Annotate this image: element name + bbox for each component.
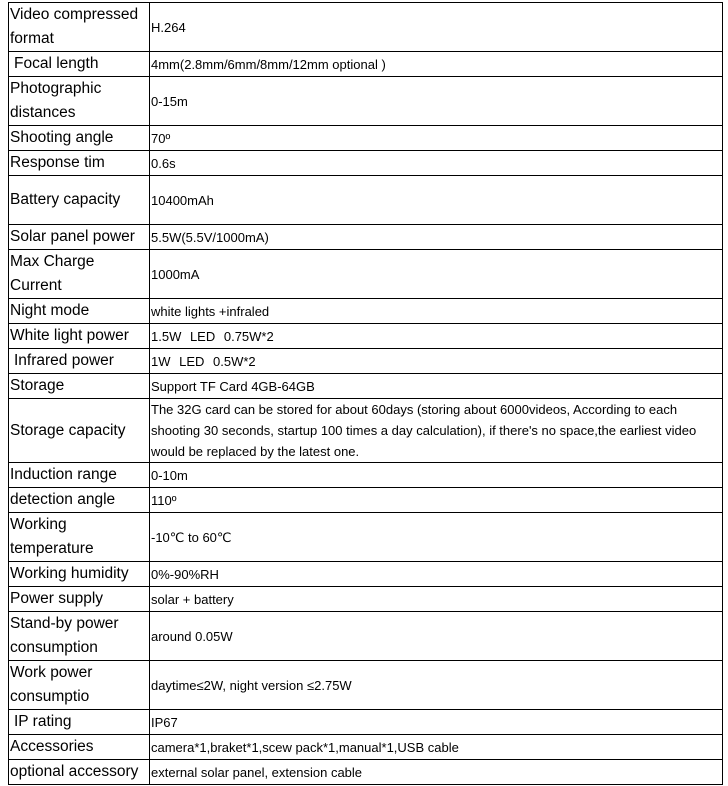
- row-label-battery-capacity: Battery capacity: [9, 176, 150, 225]
- table-row: [9, 126, 723, 151]
- row-label-shooting-angle: Shooting angle: [9, 126, 150, 151]
- row-value-storage: Support TF Card 4GB-64GB: [150, 374, 723, 399]
- table-row: [9, 710, 723, 735]
- table-row: [9, 513, 723, 562]
- table-row: [9, 299, 723, 324]
- table-row: [9, 661, 723, 710]
- row-value-infrared-power: 1W LED 0.5W*2: [150, 349, 723, 374]
- table-row: [9, 374, 723, 399]
- table-row: [9, 225, 723, 250]
- row-label-night-mode: Night mode: [9, 299, 150, 324]
- row-label-working-temperature: Working temperature: [9, 513, 150, 562]
- row-value-night-mode: white lights +infraled: [150, 299, 723, 324]
- table-row: [9, 612, 723, 661]
- row-value-storage-capacity: The 32G card can be stored for about 60days (storing about 6000videos, According to each shooting 30 seconds, startup 100 times a day calculation), if there's no space,the earliest video would be replaced by the latest one.: [150, 399, 723, 463]
- row-label-storage-capacity: Storage capacity: [9, 399, 150, 463]
- table-row: [9, 760, 723, 785]
- table-row: [9, 250, 723, 299]
- row-label-storage: Storage: [9, 374, 150, 399]
- row-value-work-power: daytime≤2W, night version ≤2.75W: [150, 661, 723, 710]
- row-label-optional-accessory: optional accessory: [9, 760, 150, 785]
- row-value-working-humidity: 0%-90%RH: [150, 562, 723, 587]
- table-row: [9, 3, 723, 52]
- row-value-white-light-power: 1.5W LED 0.75W*2: [150, 324, 723, 349]
- table-row: [9, 399, 723, 463]
- row-value-accessories: camera*1,braket*1,scew pack*1,manual*1,USB cable: [150, 735, 723, 760]
- row-label-photographic-distances: Photographic distances: [9, 77, 150, 126]
- row-label-work-power: Work power consumptio: [9, 661, 150, 710]
- row-value-response-time: 0.6s: [150, 151, 723, 176]
- row-label-infrared-power: Infrared power: [9, 349, 150, 374]
- table-row: [9, 324, 723, 349]
- table-row: [9, 151, 723, 176]
- row-label-response-time: Response tim: [9, 151, 150, 176]
- table-row: [9, 176, 723, 225]
- row-value-optional-accessory: external solar panel, extension cable: [150, 760, 723, 785]
- row-label-detection-angle: detection angle: [9, 488, 150, 513]
- row-label-white-light-power: White light power: [9, 324, 150, 349]
- row-value-ip-rating: IP67: [150, 710, 723, 735]
- table-row: [9, 77, 723, 126]
- table-row: [9, 52, 723, 77]
- row-label-focal-length: Focal length: [9, 52, 150, 77]
- table-row: [9, 349, 723, 374]
- row-label-working-humidity: Working humidity: [9, 562, 150, 587]
- row-label-solar-panel-power: Solar panel power: [9, 225, 150, 250]
- row-value-video-format: H.264: [150, 3, 723, 52]
- row-value-battery-capacity: 10400mAh: [150, 176, 723, 225]
- table-row: [9, 562, 723, 587]
- row-value-max-charge-current: 1000mA: [150, 250, 723, 299]
- table-row: [9, 735, 723, 760]
- row-label-max-charge-current: Max Charge Current: [9, 250, 150, 299]
- row-value-shooting-angle: 70º: [150, 126, 723, 151]
- row-label-standby-power: Stand-by power consumption: [9, 612, 150, 661]
- row-label-induction-range: Induction range: [9, 463, 150, 488]
- row-value-photographic-distances: 0-15m: [150, 77, 723, 126]
- table-row: [9, 587, 723, 612]
- row-value-power-supply: solar + battery: [150, 587, 723, 612]
- row-value-standby-power: around 0.05W: [150, 612, 723, 661]
- table-row: [9, 488, 723, 513]
- row-label-accessories: Accessories: [9, 735, 150, 760]
- row-value-induction-range: 0-10m: [150, 463, 723, 488]
- row-value-working-temperature: -10℃ to 60℃: [150, 513, 723, 562]
- row-label-ip-rating: IP rating: [9, 710, 150, 735]
- row-value-detection-angle: 110º: [150, 488, 723, 513]
- spec-table: [8, 2, 723, 785]
- row-label-power-supply: Power supply: [9, 587, 150, 612]
- row-label-video-format: Video compressed format: [9, 3, 150, 52]
- row-value-solar-panel-power: 5.5W(5.5V/1000mA): [150, 225, 723, 250]
- table-row: [9, 463, 723, 488]
- row-value-focal-length: 4mm(2.8mm/6mm/8mm/12mm optional ): [150, 52, 723, 77]
